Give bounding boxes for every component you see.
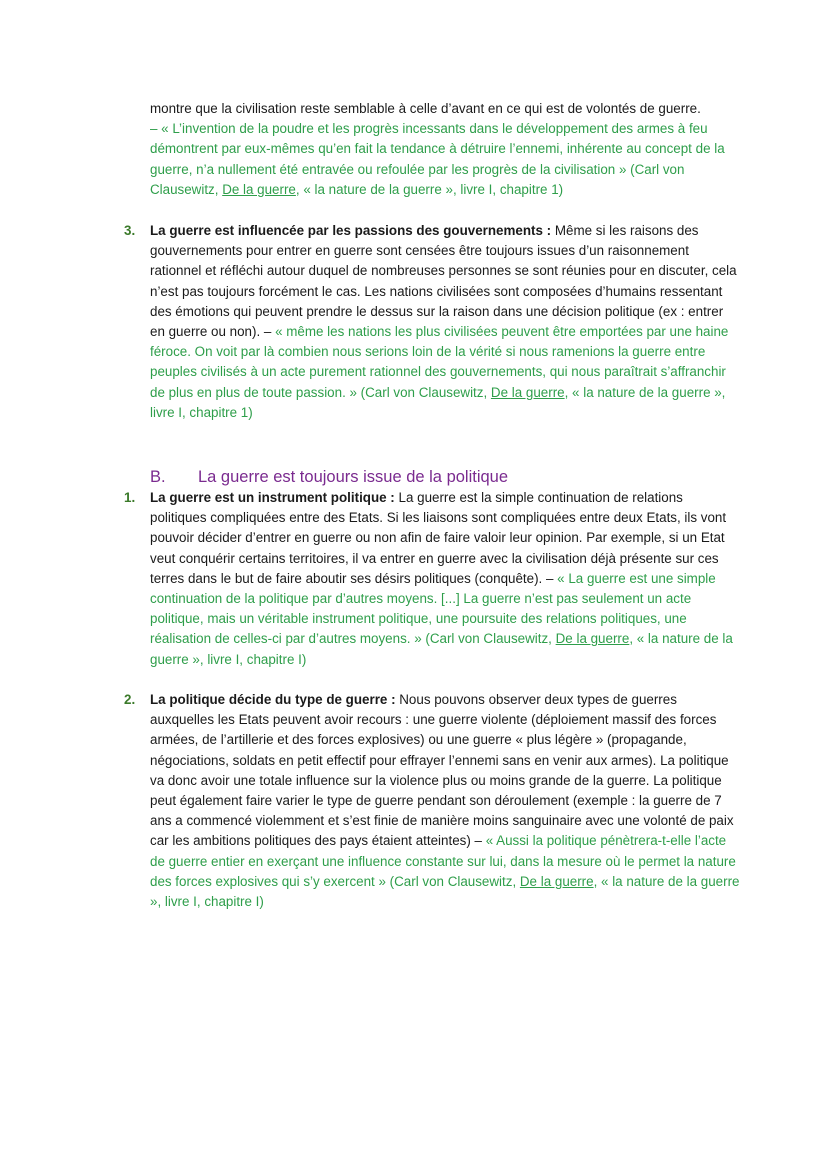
item-quote: « même les nations les plus civilisées peuvent être emportées par une haine féroce. On voit par là combien nous serions loin de la vérité si nous ramenions la guerre entre peuples civilisés à un acte purement rationnel des gouvernements, qui nous paraîtrait s’affranchir de plus en plus de toute passion. » (Carl von Clausewitz,	[150, 324, 729, 400]
item-book-title: De la guerre	[519, 873, 594, 889]
intro-paragraph	[150, 99, 740, 200]
item-body: Nous pouvons observer deux types de guerres auxquelles les Etats peuvent avoir recours : une guerre violente (déploiement massif des forces armées, de l’artillerie et des forces explosives) ou une guerre « plus légère » (propagande, négociations, soldats en petit effectif pour effrayer l’ennemi sans en venir aux armes). La politique va donc avoir une totale influence sur la violence plus ou moins grande de la guerre. La politique peut également faire varier le type de guerre pendant son déroulement (exemple : la guerre de 7 ans a commencé violemment et s’est finie de manière moins sanguinaire avec une volonté de paix car les ambitions politiques des pays étaient atteintes) –	[150, 692, 734, 849]
list-number: 2.	[124, 692, 136, 707]
intro-text: montre que la civilisation reste semblable à celle d’avant en ce qui est de volontés de guerre.	[150, 101, 701, 116]
intro-dash: –	[150, 121, 162, 137]
item-quote-citation: , « la nature de la guerre », livre I, chapitre 1)	[150, 384, 726, 420]
intro-quote: « L’invention de la poudre et les progrès incessants dans le développement des armes à feu démontrent par eux-mêmes qu’en fait la tendance à détruire l’ennemi, inhérente au concept de la guerre, n’a nullement été entravée ou refoulée par les progrès de la civilisation » (Carl von Clausewitz,	[150, 121, 725, 197]
section-heading-b	[150, 466, 740, 488]
item-quote: « La guerre est une simple continuation de la politique par d’autres moyens. [...] La guerre n’est pas seulement un acte politique, mais un véritable instrument politique, une poursuite des relations politiques, une réalisation de celles-ci par d’autres moyens. » (Carl von Clausewitz,	[150, 570, 716, 647]
list-number: 1.	[124, 490, 136, 505]
section-title: La guerre est toujours issue de la politique	[198, 468, 509, 486]
item-quote: « Aussi la politique pénètrera-t-elle l’acte de guerre entier en exerçant une influence constante sur lui, dans la mesure où le permet la nature des forces explosives qui s’y exercent » (Carl von Clausewitz,	[150, 833, 736, 889]
item-title: La guerre est influencée par les passions des gouvernements :	[150, 223, 552, 238]
item-book-title: De la guerre	[555, 631, 630, 647]
list-item-3	[124, 221, 740, 423]
item-body: Même si les raisons des gouvernements pour entrer en guerre sont censées être toujours issues d’un raisonnement rationnel et réfléchi autour duquel de nombreuses personnes se sont réunies pour en discuter, cela n’est pas toujours forcément le cas. Les nations civilisées sont composées d’humains ressentant des émotions qui peuvent prendre le dessus sur la raison dans une décision politique (ex : entrer en guerre ou non). –	[150, 223, 737, 340]
list-number: 3.	[124, 223, 136, 238]
item-book-title: De la guerre	[490, 384, 565, 400]
intro-book-title: De la guerre	[222, 181, 296, 197]
item-quote-citation: , « la nature de la guerre », livre I, chapitre I)	[150, 631, 733, 667]
item-body: La guerre est la simple continuation de relations politiques compliquées entre des Etats. Si les liaisons sont compliquées entre deux Etats, ils vont pouvoir décider d’entrer en guerre ou non afin de faire valoir leur opinion. Par exemple, si un Etat veut conquérir certains territoires, il va entrer en guerre avec la civilisation déjà présente sur ces terres dans le but de faire aboutir ses désirs politiques (conquête). –	[150, 490, 727, 586]
item-title: La guerre est un instrument politique :	[150, 490, 395, 505]
item-title: La politique décide du type de guerre :	[150, 692, 396, 707]
item-quote-citation: , « la nature de la guerre », livre I, chapitre I)	[150, 873, 740, 910]
section-letter: B.	[150, 468, 166, 486]
intro-quote-citation: , « la nature de la guerre », livre I, chapitre 1)	[295, 181, 564, 197]
list-item-1	[124, 488, 740, 670]
list-item-2	[124, 690, 740, 912]
